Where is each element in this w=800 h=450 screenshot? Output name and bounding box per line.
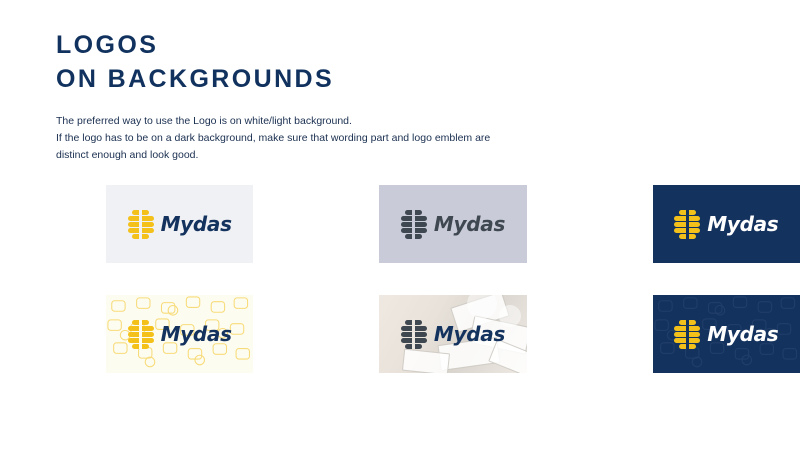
wordmark-text: Mydas: [433, 212, 506, 236]
logo-tile-gray: [379, 185, 526, 263]
logo-lockup: [674, 319, 778, 349]
wordmark-text: Mydas: [160, 322, 232, 346]
mydas-coin-emblem-icon: [128, 319, 154, 349]
mydas-coin-emblem-icon: [128, 209, 154, 239]
logo-tile-navy-pattern: [653, 295, 800, 373]
mydas-coin-emblem-icon: [401, 209, 427, 239]
page-title: [56, 28, 334, 96]
description-line-3: distinct enough and look good.: [56, 149, 199, 161]
description-text: [56, 113, 576, 164]
logo-tile-row-1: [0, 185, 800, 263]
logo-lockup: [401, 209, 505, 239]
wordmark-text: Mydas: [433, 322, 506, 346]
wordmark-text: Mydas: [160, 212, 232, 236]
description-line-2: If the logo has to be on a dark background, make sure that wording part and logo emblem are: [56, 132, 491, 144]
description-line-1: The preferred way to use the Logo is on white/light background.: [56, 115, 352, 127]
logo-tile-cream-pattern: [106, 295, 253, 373]
logo-lockup: [674, 209, 778, 239]
page-title-line-1: LOGOS: [56, 31, 159, 59]
logo-lockup: [401, 319, 505, 349]
logo-tile-row-2: [0, 295, 800, 373]
logo-tile-photo: [379, 295, 526, 373]
mydas-coin-emblem-icon: [674, 209, 700, 239]
wordmark-text: Mydas: [707, 212, 779, 236]
logo-tile-light-gray: [106, 185, 253, 263]
page-title-line-2: ON BACKGROUNDS: [56, 65, 335, 93]
logo-lockup: [128, 319, 232, 349]
wordmark-text: Mydas: [707, 322, 779, 346]
logo-tile-navy: [653, 185, 800, 263]
logo-lockup: [128, 209, 232, 239]
mydas-coin-emblem-icon: [401, 319, 427, 349]
mydas-coin-emblem-icon: [674, 319, 700, 349]
logo-tile-grid: [0, 185, 800, 405]
